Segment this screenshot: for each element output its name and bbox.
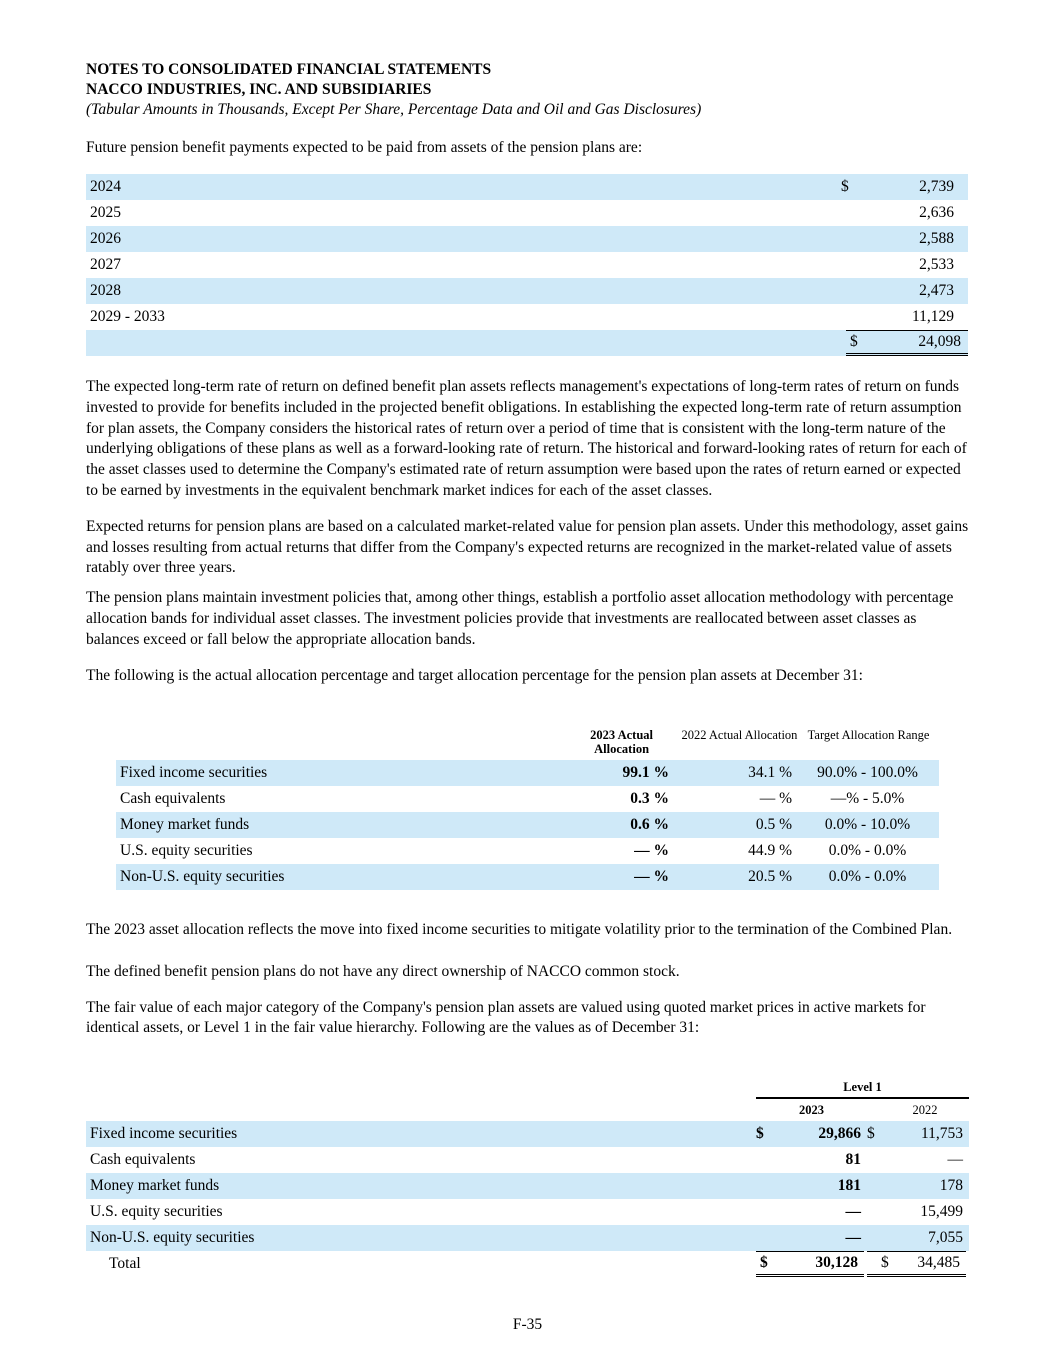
dollar-sign: $ (756, 1125, 764, 1142)
value-2023: 181 (837, 1177, 861, 1194)
paragraph: The defined benefit pension plans do not have any direct ownership of NACCO common stock. (86, 962, 680, 980)
table-row (86, 1121, 969, 1147)
asset-label: Non-U.S. equity securities (90, 1229, 255, 1246)
total-label: Total (109, 1255, 141, 1272)
dollar-sign: $ (881, 1254, 889, 1271)
target-range: 0.0% - 0.0% (828, 868, 907, 885)
actual-2023: 0.3 % (630, 790, 669, 807)
value-2022: 15,499 (920, 1203, 963, 1220)
table-row (86, 1199, 969, 1225)
col-2022-actual: 2022 Actual Allocation (681, 728, 798, 742)
asset-label: U.S. equity securities (90, 1203, 223, 1220)
payment-total: 24,098 (918, 333, 961, 350)
header-company: NACCO INDUSTRIES, INC. AND SUBSIDIARIES (86, 81, 432, 98)
fair-value-table (86, 1080, 969, 1277)
actual-2022: 0.5 % (755, 816, 792, 833)
table-row (116, 760, 939, 786)
table-row (86, 200, 968, 226)
level-header (86, 1080, 969, 1099)
total-row (86, 1251, 969, 1277)
value-2023: — (845, 1229, 861, 1246)
target-range: 0.0% - 0.0% (828, 842, 907, 859)
payment-value: 2,588 (919, 230, 954, 247)
allocation-header (116, 728, 939, 760)
table-row (86, 226, 968, 252)
payments-table (86, 174, 968, 356)
asset-label: Non-U.S. equity securities (120, 868, 285, 885)
header-title: NOTES TO CONSOLIDATED FINANCIAL STATEMENTS (86, 61, 492, 78)
value-2022: — (947, 1151, 963, 1168)
col-target-range: Target Allocation Range (807, 728, 930, 742)
year-label: 2028 (90, 282, 121, 299)
value-2023: 81 (845, 1151, 861, 1168)
table-row (86, 1173, 969, 1199)
payment-value: 2,636 (919, 204, 954, 221)
paragraphs-block-2 (86, 920, 969, 1039)
total-row (86, 330, 968, 356)
table-row (86, 278, 968, 304)
asset-label: Money market funds (90, 1177, 220, 1194)
table-row (86, 1147, 969, 1173)
paragraph: The following is the actual allocation percentage and target allocation percentage for the pension plan assets at December 31: (86, 666, 863, 684)
actual-2023: — % (634, 842, 669, 859)
dollar-sign: $ (850, 333, 858, 350)
target-range: 0.0% - 10.0% (824, 816, 911, 833)
paragraph: The fair value of each major category of the Company's pension plan assets are valued using quoted market prices in active markets for identical assets, or Level 1 in the fair value hierarchy. Following are the values as of December 31: (86, 998, 926, 1037)
paragraph: The expected long-term rate of return on defined benefit plan assets reflects management's expectations of long-term rates of return on funds invested to provide for benefits included in the projected benefit obligations. In establishing the expected long-term rate of return assumption for plan assets, the Company considers the historical rates of return over a period of time that is consistent with the long-term nature of the underlying obligations of these plans as well as a forward-looking rate of return. The historical and forward-looking rates of return for each of the asset classes used to determine the Company's estimated rate of return assumption were based upon the rates of return earned or expected to be earned by investments in the equivalent benchmark market indices for each of the asset classes. (86, 378, 967, 499)
payment-value: 11,129 (911, 308, 954, 325)
total-cell (846, 330, 968, 356)
dollar-sign: $ (760, 1254, 768, 1271)
value-2022: 178 (939, 1177, 963, 1194)
page-number: F-35 (512, 1316, 543, 1333)
paragraph: The 2023 asset allocation reflects the move into fixed income securities to mitigate volatility prior to the termination of the Combined Plan. (86, 921, 953, 938)
table-row (116, 812, 939, 838)
payment-value: 2,473 (919, 282, 954, 299)
year-header (86, 1099, 969, 1121)
paragraphs-block (86, 377, 969, 686)
col-2023-actual: 2023 Actual Allocation (590, 728, 654, 756)
asset-label: Cash equivalents (120, 790, 226, 807)
payment-value: 2,739 (919, 178, 954, 195)
total-2022-cell (867, 1251, 966, 1277)
table-row (116, 838, 939, 864)
actual-2022: 20.5 % (748, 868, 792, 885)
value-2023: 29,866 (818, 1125, 861, 1142)
year-label: 2026 (90, 230, 121, 247)
asset-label: Cash equivalents (90, 1151, 196, 1168)
asset-label: Fixed income securities (90, 1125, 238, 1142)
year-label: 2029 - 2033 (90, 308, 165, 325)
total-2022: 34,485 (917, 1254, 960, 1271)
payment-value: 2,533 (919, 256, 954, 273)
asset-label: Fixed income securities (120, 764, 268, 781)
value-2023: — (845, 1203, 861, 1220)
asset-label: U.S. equity securities (120, 842, 253, 859)
total-2023: 30,128 (815, 1254, 858, 1271)
table-row (116, 786, 939, 812)
dollar-sign: $ (867, 1125, 875, 1142)
total-2023-cell (756, 1251, 864, 1277)
target-range: —% - 5.0% (830, 790, 905, 807)
page-content (86, 60, 969, 159)
year-label: 2027 (90, 256, 121, 273)
table-row (86, 304, 968, 330)
col-2022: 2022 (912, 1102, 938, 1117)
actual-2022: — % (759, 790, 792, 807)
value-2022: 7,055 (928, 1229, 963, 1246)
intro-text: Future pension benefit payments expected to be paid from assets of the pension plans are: (86, 139, 643, 156)
table-row (86, 1225, 969, 1251)
level-label: Level 1 (756, 1080, 969, 1099)
table-row (86, 174, 968, 200)
actual-2023: 0.6 % (630, 816, 669, 833)
dollar-sign: $ (841, 178, 849, 195)
actual-2022: 44.9 % (748, 842, 792, 859)
year-label: 2025 (90, 204, 121, 221)
year-label: 2024 (90, 178, 121, 195)
table-row (116, 864, 939, 890)
paragraph: The pension plans maintain investment policies that, among other things, establish a portfolio asset allocation methodology with percentage allocation bands for individual asset classes. The investment policies provide that investments are reallocated between asset classes as balances exceed or fall below the appropriate allocation bands. (86, 589, 954, 648)
target-range: 90.0% - 100.0% (817, 764, 918, 781)
actual-2023: 99.1 % (622, 764, 669, 781)
actual-2022: 34.1 % (748, 764, 792, 781)
table-row (86, 252, 968, 278)
asset-label: Money market funds (120, 816, 250, 833)
paragraph: Expected returns for pension plans are based on a calculated market-related value for pension plan assets. Under this methodology, asset gains and losses resulting from actual returns that differ from the Company's expected returns are recognized in the market-related value of assets ratably over three years. (86, 517, 969, 577)
col-2023: 2023 (799, 1102, 824, 1117)
allocation-table (116, 728, 939, 890)
header-subtitle: (Tabular Amounts in Thousands, Except Per Share, Percentage Data and Oil and Gas Disclosures) (86, 101, 702, 118)
value-2022: 11,753 (920, 1125, 963, 1142)
actual-2023: — % (634, 868, 669, 885)
